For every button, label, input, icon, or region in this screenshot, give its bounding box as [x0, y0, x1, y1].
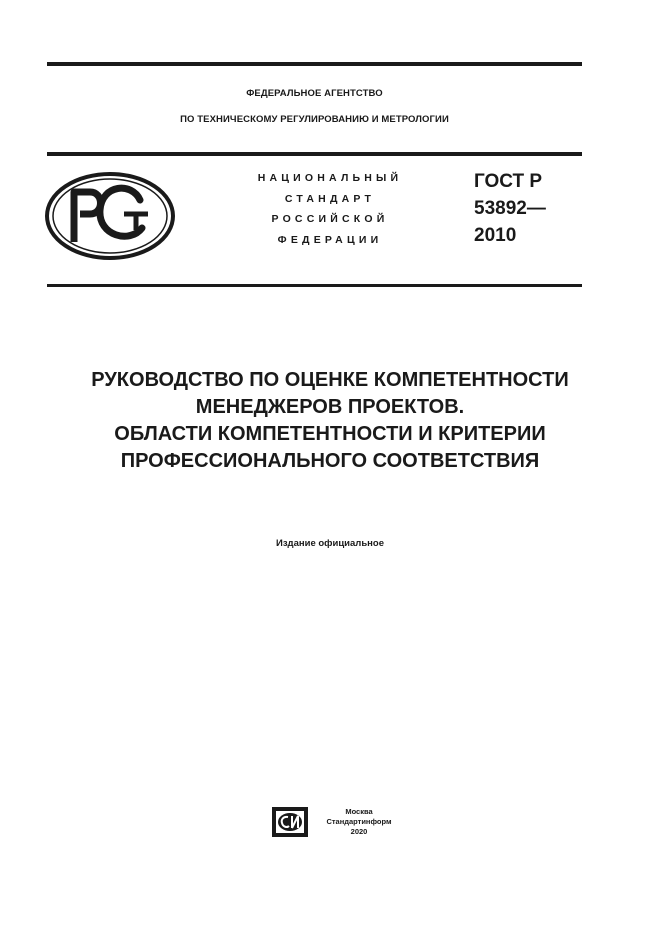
rst-certification-mark-icon	[44, 170, 176, 262]
designation-line-2: 53892—	[474, 198, 546, 219]
standartinform-logo-icon	[272, 807, 308, 837]
title-line-3: ОБЛАСТИ КОМПЕТЕНТНОСТИ И КРИТЕРИИ	[114, 423, 546, 445]
publisher-year: 2020	[350, 827, 368, 836]
national-standard-line-4: ФЕДЕРАЦИИ	[277, 234, 383, 246]
national-standard-line-2: СТАНДАРТ	[284, 193, 376, 205]
title-line-1: РУКОВОДСТВО ПО ОЦЕНКЕ КОМПЕТЕНТНОСТИ	[91, 369, 569, 391]
agency-line-1: ФЕДЕРАЛЬНОЕ АГЕНТСТВО	[246, 88, 383, 99]
designation-rule	[47, 284, 582, 287]
document-title	[20, 367, 640, 475]
header-rule	[47, 152, 582, 156]
publisher-city: Москва	[345, 807, 373, 816]
national-standard-line-3: РОССИЙСКОЙ	[271, 213, 389, 225]
agency-line-2: ПО ТЕХНИЧЕСКОМУ РЕГУЛИРОВАНИЮ И МЕТРОЛОГИИ	[180, 114, 449, 125]
edition-label: Издание официальное	[276, 538, 384, 549]
designation-line-3: 2010	[474, 225, 517, 246]
title-line-2: МЕНЕДЖЕРОВ ПРОЕКТОВ.	[195, 396, 465, 418]
top-rule	[47, 62, 582, 66]
designation-line-1: ГОСТ Р	[474, 171, 543, 192]
national-standard-line-1: НАЦИОНАЛЬНЫЙ	[257, 172, 403, 184]
title-line-4: ПРОФЕССИОНАЛЬНОГО СООТВЕТСТВИЯ	[120, 450, 540, 472]
publisher-name: Стандартинформ	[326, 817, 392, 826]
